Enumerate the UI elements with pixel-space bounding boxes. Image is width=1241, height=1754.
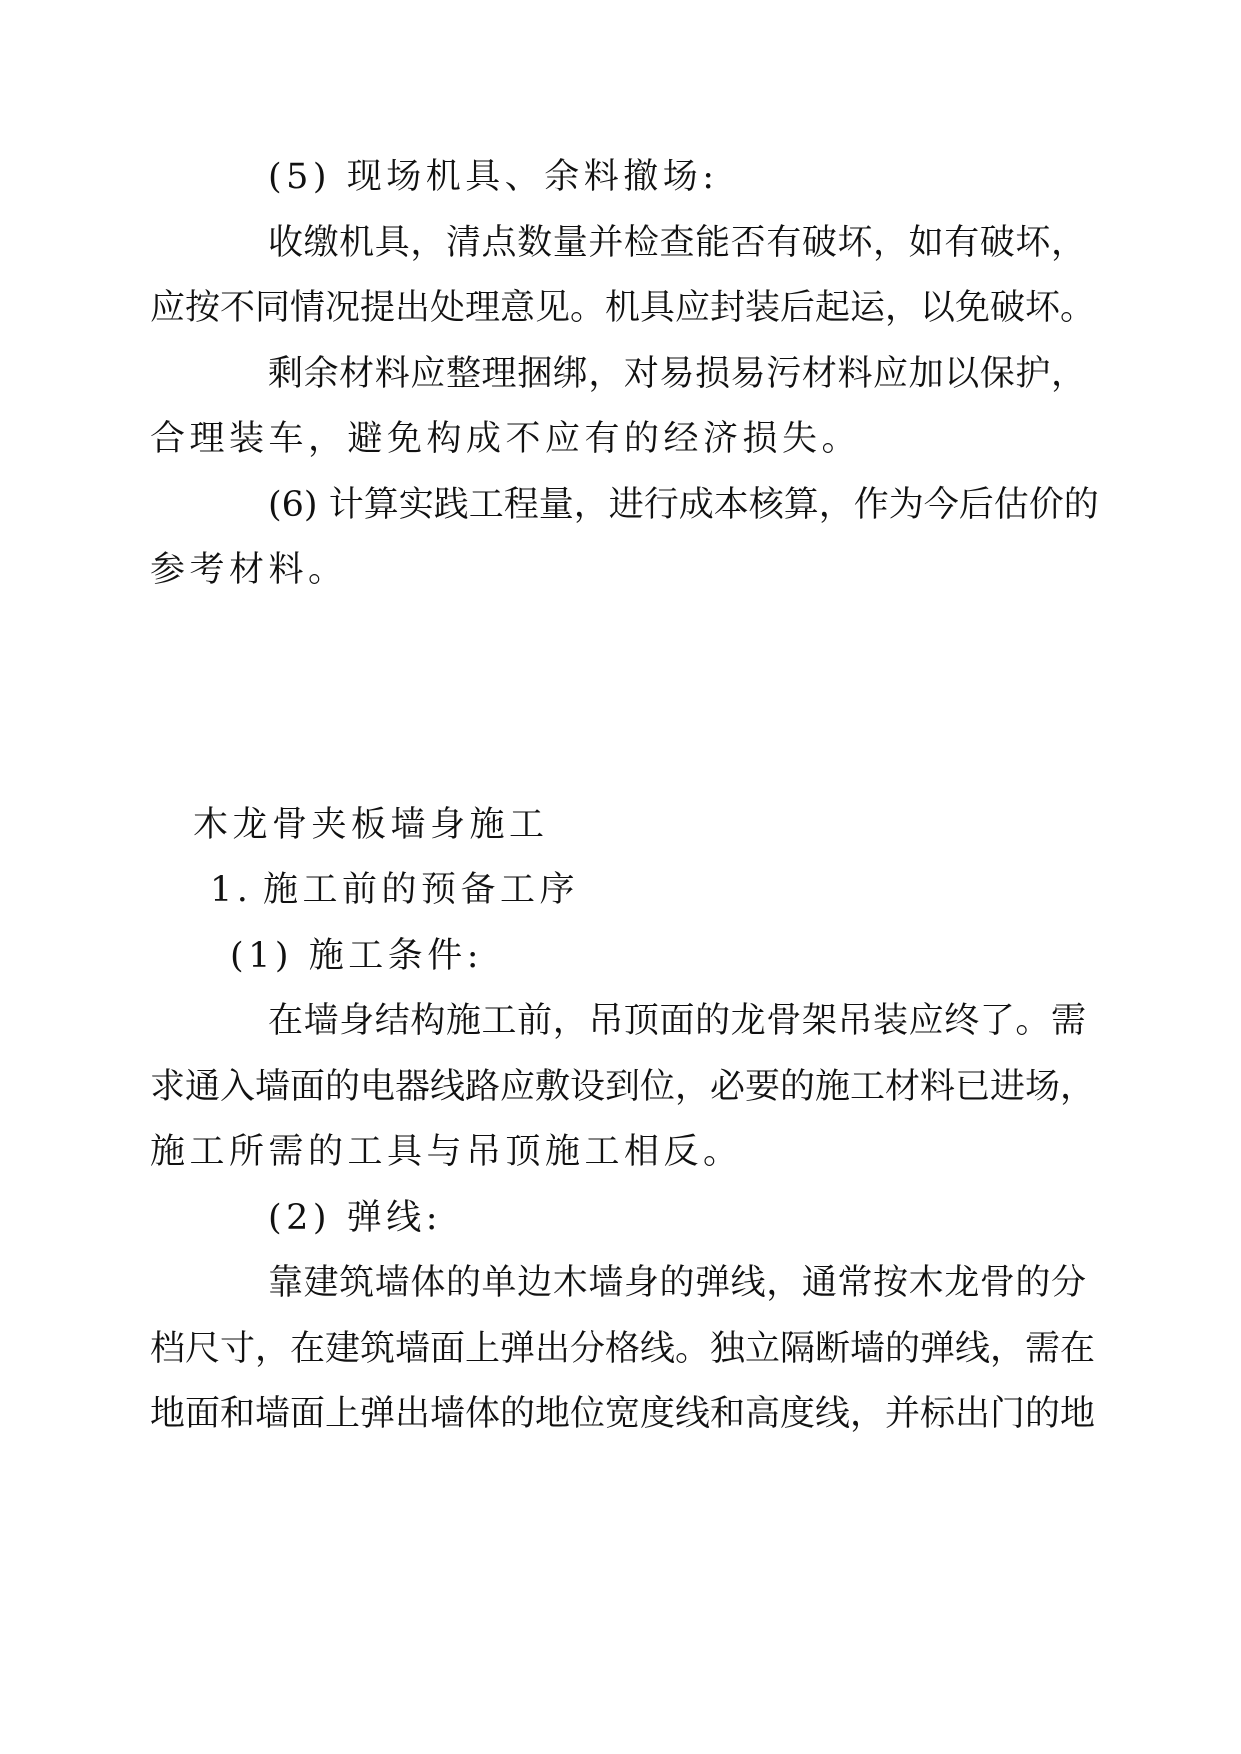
item-2-heading: (2) 弹线:	[268, 1198, 442, 1238]
item-1-heading: (1) 施工条件:	[230, 936, 483, 976]
paragraph-line: 靠建筑墙体的单边木墙身的弹线，通常按木龙骨的分	[268, 1263, 1086, 1303]
paragraph-line: 合理装车，避免构成不应有的经济损失。	[150, 419, 862, 459]
subtitle-text: 施工前的预备工序	[263, 870, 580, 910]
section-6-line: (6) 计算实践工程量，进行成本核算，作为今后估价的	[268, 485, 1099, 525]
section-6-line: 参考材料。	[150, 550, 348, 590]
section-5-heading: (5) 现场机具、余料撤场:	[268, 157, 719, 197]
paragraph-line: 收缴机具，清点数量并检查能否有破坏，如有破坏，	[268, 223, 1086, 263]
paragraph-line: 地面和墙面上弹出墙体的地位宽度线和高度线，并标出门的地	[150, 1394, 1096, 1434]
section-title: 木龙骨夹板墙身施工	[193, 805, 549, 845]
subtitle-number: 1.	[210, 870, 253, 910]
paragraph-line: 档尺寸，在建筑墙面上弹出分格线。独立隔断墙的弹线，需在	[150, 1329, 1096, 1369]
paragraph-line: 施工所需的工具与吊顶施工相反。	[150, 1132, 743, 1172]
paragraph-line: 应按不同情况提出处理意见。机具应封装后起运，以免破坏。	[150, 288, 1096, 328]
paragraph-line: 剩余材料应整理捆绑，对易损易污材料应加以保护，	[268, 354, 1086, 394]
paragraph-line: 在墙身结构施工前，吊顶面的龙骨架吊装应终了。需	[268, 1001, 1086, 1041]
paragraph-line: 求通入墙面的电器线路应敷设到位，必要的施工材料已进场，	[150, 1067, 1096, 1107]
